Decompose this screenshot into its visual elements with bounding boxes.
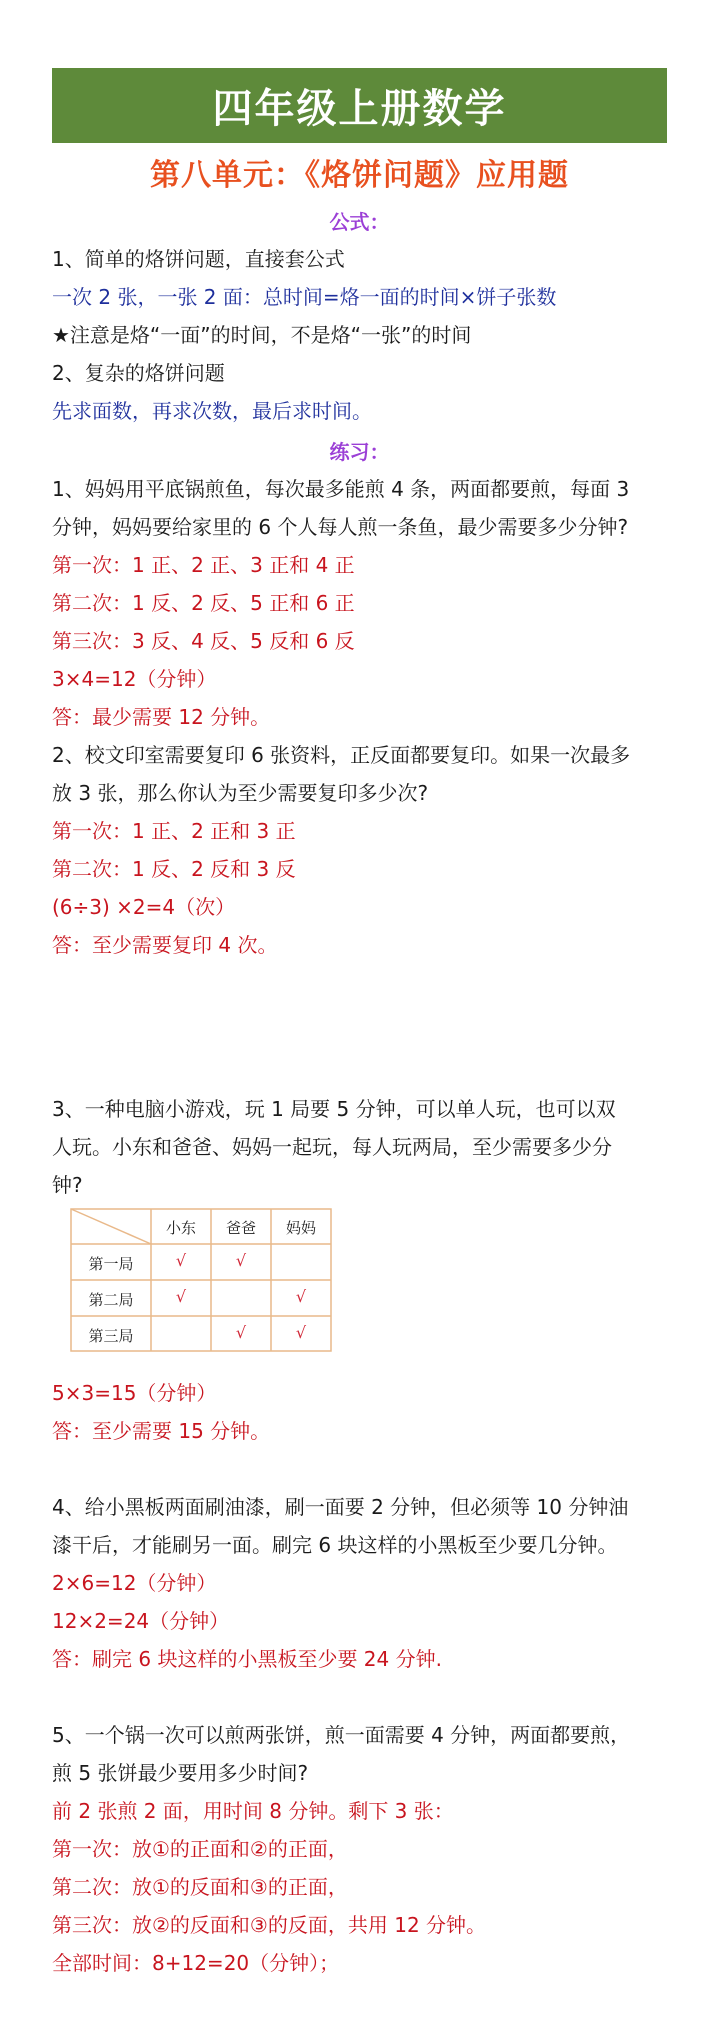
answer-line: 2×6=12（分钟） [52,1571,217,1595]
question-1: 1、妈妈用平底锅煎鱼，每次最多能煎 4 条，两面都要煎，每面 3 [52,477,630,501]
answer-line: 第二次：1 反、2 反和 3 反 [52,857,296,881]
table-row-header: 第二局 [88,1291,134,1309]
formula-note: ★注意是烙“一面”的时间，不是烙“一张”的时间 [52,323,472,347]
answer-line: 前 2 张煎 2 面，用时间 8 分钟。剩下 3 张： [52,1799,454,1823]
table-col-header: 爸爸 [225,1219,256,1237]
table-row-header: 第一局 [88,1255,134,1273]
page-title: 四年级上册数学 [52,68,667,143]
answer-line: 5×3=15（分钟） [52,1381,217,1405]
answer-line: 第二次：1 反、2 反、5 正和 6 正 [52,591,355,615]
practice-heading: 练习： [329,440,390,464]
table-col-header: 小东 [165,1219,196,1237]
answer-line: 第二次：放①的反面和③的正面， [52,1875,348,1899]
question-3: 人玩。小东和爸爸、妈妈一起玩，每人玩两局，至少需要多少分 [52,1135,612,1159]
question-2: 2、校文印室需要复印 6 张资料，正反面都要复印。如果一次最多 [52,743,631,767]
check-mark: √ [295,1323,307,1342]
question-1: 分钟，妈妈要给家里的 6 个人每人煎一条鱼，最少需要多少分钟? [52,515,629,539]
check-mark: √ [175,1251,187,1270]
formula-heading: 公式： [329,210,390,234]
answer-line: 答：刷完 6 块这样的小黑板至少要 24 分钟. [52,1647,442,1671]
question-5: 煎 5 张饼最少要用多少时间? [52,1761,309,1785]
formula-line: 1、简单的烙饼问题，直接套公式 [52,247,345,271]
answer-line: 第一次：放①的正面和②的正面， [52,1837,348,1861]
check-mark: √ [235,1251,247,1270]
answer-line: 第一次：1 正、2 正、3 正和 4 正 [52,553,355,577]
question-3: 3、一种电脑小游戏，玩 1 局要 5 分钟，可以单人玩，也可以双 [52,1097,616,1121]
answer-line: 答：最少需要 12 分钟。 [52,705,271,729]
answer-line: 3×4=12（分钟） [52,667,217,691]
answer-line: (6÷3) ×2=4（次） [52,895,236,919]
question-5: 5、一个锅一次可以煎两张饼，煎一面需要 4 分钟，两面都要煎， [52,1723,631,1747]
question-4: 4、给小黑板两面刷油漆，刷一面要 2 分钟，但必须等 10 分钟油 [52,1495,629,1519]
question-4: 漆干后，才能刷另一面。刷完 6 块这样的小黑板至少要几分钟。 [52,1533,618,1557]
answer-line: 答：至少需要复印 4 次。 [52,933,278,957]
check-mark: √ [175,1287,187,1306]
answer-line: 第三次：放②的反面和③的反面，共用 12 分钟。 [52,1913,487,1937]
question-3: 钟? [52,1173,83,1197]
check-mark: √ [235,1323,247,1342]
formula-line: 2、复杂的烙饼问题 [52,361,225,385]
table-col-header: 妈妈 [285,1219,316,1237]
formula-line: 先求面数，再求次数，最后求时间。 [52,399,372,423]
game-schedule-table [70,1208,332,1352]
answer-line: 全部时间：8+12=20（分钟）； [52,1951,340,1975]
unit-subtitle: 第八单元：《烙饼问题》应用题 [150,158,569,193]
answer-line: 第三次：3 反、4 反、5 反和 6 反 [52,629,355,653]
answer-line: 答：至少需要 15 分钟。 [52,1419,271,1443]
question-2: 放 3 张，那么你认为至少需要复印多少次? [52,781,429,805]
answer-line: 第一次：1 正、2 正和 3 正 [52,819,296,843]
formula-line: 一次 2 张，一张 2 面：总时间=烙一面的时间×饼子张数 [52,285,557,309]
answer-line: 12×2=24（分钟） [52,1609,230,1633]
check-mark: √ [295,1287,307,1306]
table-row-header: 第三局 [88,1327,134,1345]
